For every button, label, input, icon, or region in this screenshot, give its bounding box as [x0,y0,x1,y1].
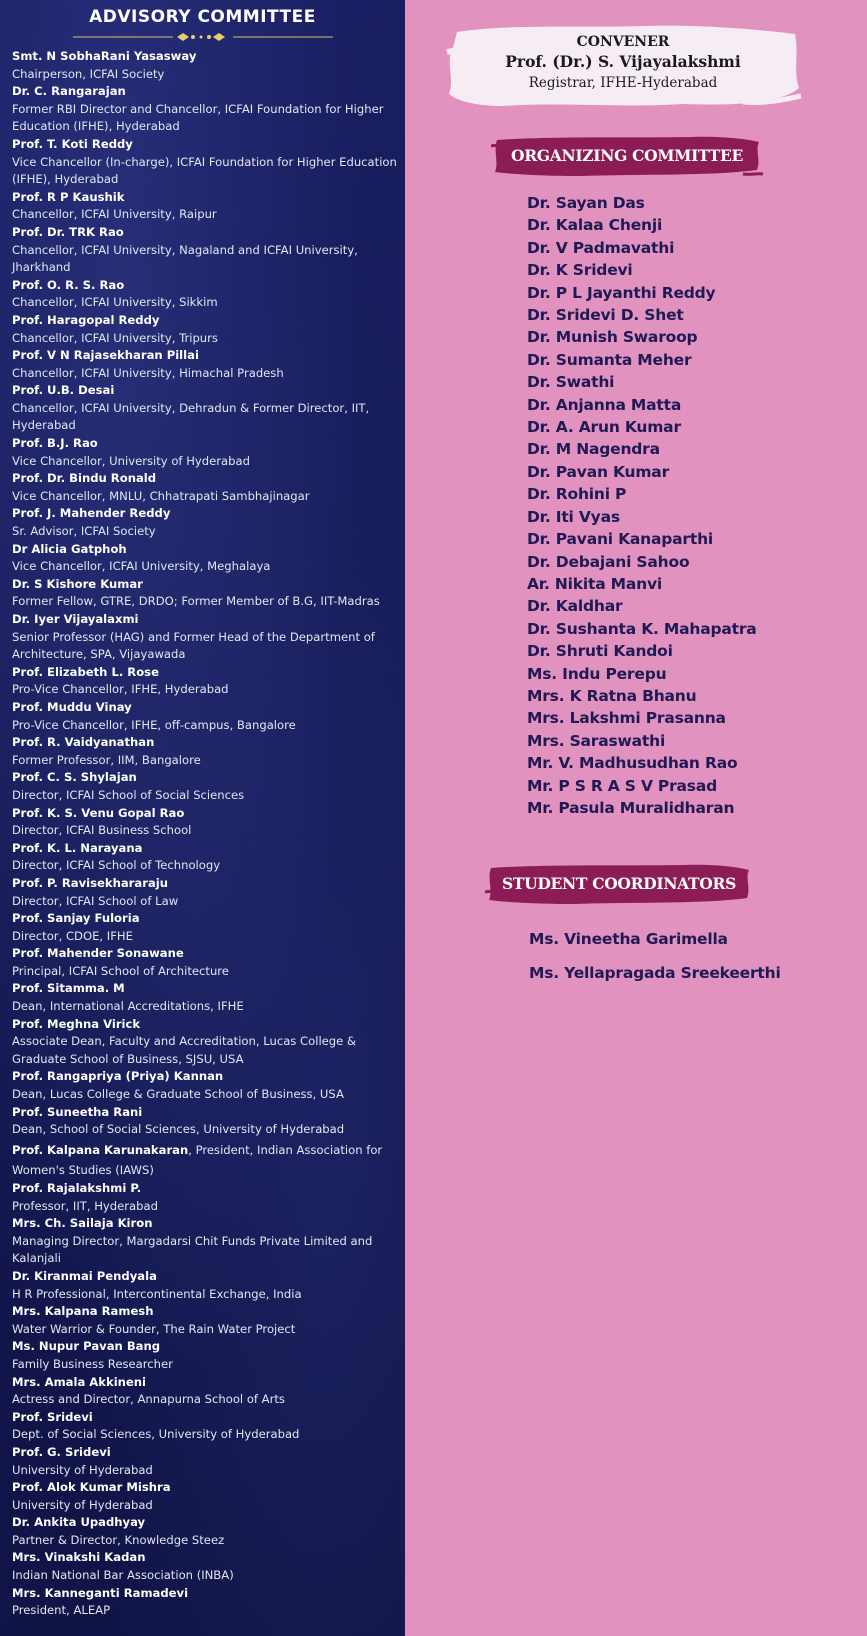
advisory-member-name: Prof. K. S. Venu Gopal Rao [12,805,185,820]
advisory-member-name: Prof. Dr. TRK Rao [12,224,124,239]
advisory-member [12,48,397,83]
advisory-member-name: Prof. Dr. Bindu Ronald [12,471,157,486]
advisory-member [12,1549,397,1584]
advisory-member-name: Prof. O. R. S. Rao [12,277,125,292]
organizing-member: Dr. Kaldhar [527,597,623,616]
advisory-member-role: Partner & Director, Knowledge Steez [12,1532,225,1547]
advisory-member-name: Prof. Suneetha Rani [12,1104,143,1119]
advisory-member [12,382,397,435]
advisory-member-name: Prof. V N Rajasekharan Pillai [12,348,199,363]
advisory-member [12,1409,397,1444]
advisory-member-role: Vice Chancellor, ICFAI University, Meghalaya [12,559,271,574]
organizing-member: Dr. V Padmavathi [527,238,675,257]
student-coordinator: Ms. Vineetha Garimella [529,930,728,948]
advisory-member-role: Managing Director, Margadarsi Chit Funds Private Limited and Kalanjali [12,1233,373,1266]
organizing-member: Mr. Pasula Muralidharan [527,798,735,817]
advisory-member-role: Director, ICFAI Business School [12,823,192,838]
advisory-member-role: Former RBI Director and Chancellor, ICFAI Foundation for Higher Education (IFHE), Hyderabad [12,101,384,134]
advisory-member [12,734,397,769]
advisory-member [12,189,397,224]
organizing-member: Dr. Kalaa Chenji [527,216,663,235]
organizing-member: Dr. Debajani Sahoo [527,552,690,571]
advisory-member [12,980,397,1015]
advisory-member-role: Pro-Vice Chancellor, IFHE, off-campus, Bangalore [12,717,296,732]
advisory-member-name: Prof. P. Ravisekhararaju [12,875,168,890]
advisory-member-name: Prof. R. Vaidyanathan [12,735,155,750]
advisory-member [12,470,397,505]
student-coordinator: Ms. Yellapragada Sreekeerthi [529,964,781,982]
advisory-member-role: Director, ICFAI School of Technology [12,858,221,873]
convener-card [443,22,803,110]
advisory-member-role: Associate Dean, Faculty and Accreditation, Lucas College & Graduate School of Business, SJSU, USA [12,1034,357,1066]
organizing-member: Dr. Sushanta K. Mahapatra [527,619,757,638]
organizing-member: Dr. Sridevi D. Shet [527,306,684,325]
advisory-member-role: Former Fellow, GTRE, DRDO; Former Member of B.G, IIT-Madras [12,594,380,609]
advisory-member [12,136,397,189]
advisory-member [12,1139,397,1180]
advisory-member-role: Director, CDOE, IFHE [12,928,133,943]
advisory-member-role: Principal, ICFAI School of Architecture [12,963,229,978]
advisory-member-role: Chancellor, ICFAI University, Dehradun & Former Director, IIT, Hyderabad [12,400,370,433]
committee-panel [405,0,867,1636]
advisory-member [12,1016,397,1069]
organizing-member: Dr. Swathi [527,373,615,392]
organizing-committee-banner [491,134,763,178]
advisory-member [12,1180,397,1215]
advisory-member-role: H R Professional, Intercontinental Exchange, India [12,1286,302,1301]
advisory-committee-title: ADVISORY COMMITTEE [89,7,316,27]
advisory-member [12,875,397,910]
organizing-member: Dr. A. Arun Kumar [527,418,681,437]
organizing-member: Dr. Pavan Kumar [527,462,670,481]
advisory-member-name: Prof. K. L. Narayana [12,840,143,855]
advisory-member [12,224,397,277]
organizing-member: Mr. V. Madhusudhan Rao [527,754,738,773]
organizing-member: Dr. Anjanna Matta [527,395,682,414]
advisory-member-name: Prof. Muddu Vinay [12,699,132,714]
advisory-member [12,664,397,699]
advisory-member [12,1585,397,1620]
organizing-committee-title: ORGANIZING COMMITTEE [511,146,743,165]
advisory-member [12,277,397,312]
advisory-member-role: Chancellor, ICFAI University, Himachal Pradesh [12,365,284,380]
advisory-member-name: Prof. C. S. Shylajan [12,770,137,785]
advisory-member-role: Dean, Lucas College & Graduate School of Business, USA [12,1087,344,1102]
advisory-member-role: Chancellor, ICFAI University, Raipur [12,207,217,222]
organizing-member: Dr. Rohini P [527,485,627,504]
student-coordinators-banner [485,862,753,906]
organizing-member: Dr. Munish Swaroop [527,328,698,347]
advisory-member [12,435,397,470]
advisory-member [12,505,397,540]
advisory-member-name: Prof. B.J. Rao [12,436,98,451]
advisory-member-name: Dr. Iyer Vijayalaxmi [12,612,139,626]
advisory-member-name: Ms. Nupur Pavan Bang [12,1339,161,1354]
advisory-member-name: Prof. Sitamma. M [12,981,125,996]
organizing-member: Dr. P L Jayanthi Reddy [527,283,716,302]
advisory-member-name: Mrs. Amala Akkineni [12,1374,147,1389]
advisory-member-role: Chancellor, ICFAI University, Sikkim [12,295,218,310]
advisory-member [12,1444,397,1479]
advisory-member [12,1268,397,1303]
organizing-member: Mr. P S R A S V Prasad [527,776,717,795]
advisory-member-name: Dr Alicia Gatphoh [12,541,127,556]
advisory-member-role: , President, Indian Association for Women's Studies (IAWS) [12,1142,383,1178]
advisory-member [12,1479,397,1514]
advisory-member-list [0,42,405,1620]
advisory-member [12,1338,397,1373]
advisory-member-name: Prof. Haragopal Reddy [12,312,160,327]
organizing-member: Dr. Sayan Das [527,194,645,212]
advisory-member-name: Mrs. Ch. Sailaja Kiron [12,1216,153,1231]
organizing-member-list [527,192,757,819]
advisory-member [12,840,397,875]
advisory-member-name: Prof. Meghna Virick [12,1016,141,1031]
advisory-member-role: University of Hyderabad [12,1462,153,1477]
advisory-member-name: Prof. Sridevi [12,1409,93,1424]
advisory-member-role: Water Warrior & Founder, The Rain Water Project [12,1321,296,1336]
convener-name: Prof. (Dr.) S. Vijayalakshmi [505,52,741,71]
advisory-member [12,1068,397,1103]
advisory-member-role: Dean, School of Social Sciences, University of Hyderabad [12,1122,345,1137]
advisory-member-role: Chancellor, ICFAI University, Nagaland and ICFAI University, Jharkhand [12,242,358,275]
advisory-member [12,1303,397,1338]
organizing-member: Dr. Pavani Kanaparthi [527,530,714,549]
advisory-member [12,805,397,840]
advisory-member-name: Prof. Mahender Sonawane [12,946,184,961]
student-member-list [529,922,781,990]
advisory-member-role: Pro-Vice Chancellor, IFHE, Hyderabad [12,682,229,697]
advisory-member-name: Mrs. Vinakshi Kadan [12,1550,146,1565]
advisory-member-name: Smt. N SobhaRani Yasasway [12,49,197,63]
advisory-member-name: Prof. Rangapriya (Priya) Kannan [12,1069,224,1084]
advisory-member [12,699,397,734]
advisory-member [12,1104,397,1139]
organizing-member: Dr. Sumanta Meher [527,350,692,369]
advisory-committee-panel [0,0,405,1636]
advisory-member-role: Dept. of Social Sciences, University of Hyderabad [12,1427,300,1442]
advisory-member [12,541,397,576]
organizing-member: Mrs. Saraswathi [527,731,666,750]
organizing-member: Mrs. K Ratna Bhanu [527,686,697,705]
advisory-member-role: President, ALEAP [12,1603,111,1618]
advisory-member-name: Mrs. Kalpana Ramesh [12,1304,154,1319]
advisory-member-name: Prof. G. Sridevi [12,1444,111,1459]
advisory-member [12,1514,397,1549]
convener-label: CONVENER [576,34,670,50]
advisory-member [12,1215,397,1268]
advisory-member-name: Dr. S Kishore Kumar [12,576,143,591]
advisory-member-name: Dr. Kiranmai Pendyala [12,1268,157,1283]
advisory-member-role: Former Professor, IIM, Bangalore [12,752,201,767]
advisory-member-name: Prof. Kalpana Karunakaran [12,1142,189,1157]
advisory-member-role: Director, ICFAI School of Law [12,893,179,908]
organizing-member: Dr. Iti Vyas [527,507,620,526]
advisory-member-role: Director, ICFAI School of Social Sciences [12,787,245,802]
student-coordinators-title: STUDENT COORDINATORS [502,874,736,893]
advisory-member [12,1374,397,1409]
advisory-member-role: University of Hyderabad [12,1497,153,1512]
organizing-member: Dr. M Nagendra [527,440,660,459]
advisory-member-role: Vice Chancellor, MNLU, Chhatrapati Sambhajinagar [12,488,310,503]
advisory-member-role: Actress and Director, Annapurna School of Arts [12,1392,285,1407]
advisory-member-role: Vice Chancellor, University of Hyderabad [12,453,250,468]
advisory-member-role: Professor, IIT, Hyderabad [12,1198,158,1213]
advisory-member-role: Vice Chancellor (In-charge), ICFAI Foundation for Higher Education (IFHE), Hyderabad [12,154,397,187]
advisory-member-name: Prof. U.B. Desai [12,383,115,398]
advisory-member-name: Prof. T. Koti Reddy [12,136,133,151]
advisory-member-name: Prof. Elizabeth L. Rose [12,664,159,679]
organizing-member: Dr. K Sridevi [527,261,633,280]
advisory-member-role: Sr. Advisor, ICFAI Society [12,524,156,539]
advisory-member-role: Dean, International Accreditations, IFHE [12,999,244,1014]
organizing-member: Ar. Nikita Manvi [527,574,663,593]
advisory-member-name: Prof. Alok Kumar Mishra [12,1480,171,1495]
ornament-divider-icon [73,32,333,42]
advisory-member-name: Prof. Rajalakshmi P. [12,1181,142,1195]
convener-role: Registrar, IFHE-Hyderabad [528,75,718,91]
advisory-member [12,83,397,136]
advisory-member [12,312,397,347]
advisory-member [12,769,397,804]
organizing-member: Ms. Indu Perepu [527,664,667,683]
advisory-member-role: Senior Professor (HAG) and Former Head of the Department of Architecture, SPA, Vijayawada [12,629,375,662]
advisory-member-name: Dr. C. Rangarajan [12,84,126,99]
advisory-member-role: Chairperson, ICFAI Society [12,66,165,81]
advisory-member-name: Prof. J. Mahender Reddy [12,506,171,521]
advisory-member [12,910,397,945]
advisory-member-role: Family Business Researcher [12,1356,173,1371]
advisory-member [12,611,397,664]
advisory-member-name: Prof. R P Kaushik [12,189,125,204]
advisory-member-role: Indian National Bar Association (INBA) [12,1568,234,1583]
advisory-member [12,347,397,382]
advisory-member-name: Mrs. Kanneganti Ramadevi [12,1585,189,1600]
advisory-member [12,945,397,980]
advisory-member [12,576,397,611]
organizing-member: Mrs. Lakshmi Prasanna [527,709,726,728]
advisory-member-name: Dr. Ankita Upadhyay [12,1515,146,1530]
advisory-member-name: Prof. Sanjay Fuloria [12,911,140,926]
organizing-member: Dr. Shruti Kandoi [527,642,673,661]
advisory-member-role: Chancellor, ICFAI University, Tripurs [12,330,218,345]
